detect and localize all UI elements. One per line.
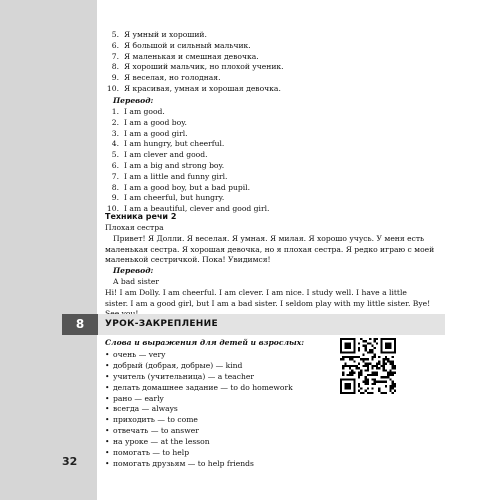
list-item-number: 1.: [111, 107, 119, 116]
vocab-item: [105, 372, 293, 383]
vocab-item: [105, 361, 293, 372]
list-item-text: Я умный и хороший.: [124, 30, 207, 39]
list-item-number: 3.: [111, 128, 119, 138]
list-item: [105, 118, 269, 129]
list-item: [105, 193, 269, 204]
list-item-number: 9.: [111, 193, 119, 203]
vocab-list: [105, 350, 293, 470]
list-item: [105, 150, 269, 161]
list-item-number: 9.: [111, 73, 119, 83]
vocab-item: [105, 404, 293, 415]
bullet-icon: •: [105, 350, 110, 359]
vocab-item: [105, 459, 293, 470]
list-item: [105, 52, 284, 63]
list-item: [105, 183, 269, 194]
bullet-icon: •: [105, 371, 110, 381]
list-item: [105, 84, 284, 95]
speech-en-title: A bad sister: [113, 277, 159, 286]
list-item-text: I am hungry, but cheerful.: [124, 139, 225, 149]
list-item: [105, 161, 269, 172]
sentence-list-russian: [105, 30, 284, 95]
list-item-number: 5.: [111, 150, 119, 160]
list-item-number: 6.: [111, 160, 119, 170]
speech-section-title: Техника речи 2: [105, 212, 177, 221]
vocab-item: [105, 383, 293, 394]
speech-ru-title: Плохая сестра: [105, 223, 164, 232]
list-item-text: I am a good girl.: [124, 128, 188, 138]
list-item: [105, 129, 269, 140]
vocab-text: помогать — to help: [113, 448, 190, 458]
list-item-text: I am a good boy, but a bad pupil.: [124, 182, 251, 192]
list-item-text: I am clever and good.: [124, 150, 208, 160]
list-item-text: I am a beautiful, clever and good girl.: [124, 204, 270, 214]
vocab-text: приходить — to come: [113, 415, 198, 425]
list-item-text: I am cheerful, but hungry.: [124, 193, 225, 203]
bullet-icon: •: [105, 382, 110, 392]
bullet-icon: •: [105, 415, 110, 425]
list-item-number: 7.: [111, 51, 119, 61]
vocab-text: всегда — always: [113, 404, 178, 414]
list-item: [105, 107, 269, 118]
list-item: [105, 73, 284, 84]
bullet-icon: •: [105, 458, 110, 468]
vocab-heading: Слова и выражения для детей и взрослых:: [105, 338, 305, 347]
translation-label: Перевод:: [113, 96, 154, 105]
list-item-number: 2.: [111, 117, 119, 127]
bullet-icon: •: [105, 437, 110, 447]
list-item: [105, 172, 269, 183]
list-item-text: I am good.: [124, 107, 165, 116]
list-item-text: Я хороший мальчик, но плохой ученик.: [124, 62, 284, 72]
speech-ru-line: Привет! Я Долли. Я веселая. Я умная. Я милая. Я хорошо учусь. У меня есть: [113, 233, 425, 243]
speech-ru-line: маленькая сестра. Я хорошая девочка, но я плохая сестра. Я редко играю с моей: [105, 244, 435, 254]
vocab-item: [105, 350, 293, 361]
lesson-title: УРОК-ЗАКРЕПЛЕНИЕ: [105, 319, 218, 329]
bullet-icon: •: [105, 448, 110, 458]
speech-ru-line: маленькой сестричкой. Пока! Увидимся!: [105, 255, 271, 265]
vocab-item: [105, 448, 293, 459]
speech-translation-label: Перевод:: [113, 266, 154, 275]
lesson-number-badge: 8: [62, 314, 98, 335]
vocab-text: делать домашнее задание — to do homework: [113, 382, 293, 392]
speech-en-line: sister. I am a good girl, but I am a bad sister. I seldom play with my little sister. Bye!: [105, 298, 431, 308]
bullet-icon: •: [105, 426, 110, 436]
vocab-text: рано — early: [113, 393, 164, 403]
list-item: [105, 41, 284, 52]
list-item-number: 10.: [106, 83, 119, 93]
list-item-number: 4.: [111, 139, 119, 149]
vocab-item: [105, 426, 293, 437]
bullet-icon: •: [105, 393, 110, 403]
speech-en-line: Hi! I am Dolly. I am cheerful. I am clever. I am nice. I study well. I have a little: [105, 287, 407, 297]
list-item-text: Я веселая, но голодная.: [124, 73, 221, 83]
vocab-text: отвечать — to answer: [113, 426, 199, 436]
bullet-icon: •: [105, 404, 110, 414]
vocab-text: на уроке — at the lesson: [113, 437, 210, 447]
list-item-number: 5.: [111, 30, 119, 39]
list-item-number: 6.: [111, 40, 119, 50]
list-item-number: 8.: [111, 62, 119, 72]
vocab-item: [105, 437, 293, 448]
list-item-text: I am a little and funny girl.: [124, 171, 228, 181]
list-item-text: Я большой и сильный мальчик.: [124, 40, 251, 50]
vocab-item: [105, 394, 293, 405]
list-item-number: 8.: [111, 182, 119, 192]
list-item-text: I am a big and strong boy.: [124, 160, 225, 170]
list-item-text: Я маленькая и смешная девочка.: [124, 51, 259, 61]
list-item: [105, 62, 284, 73]
list-item-text: Я красивая, умная и хорошая девочка.: [124, 83, 281, 93]
vocab-text: учитель (учительница) — a teacher: [113, 371, 254, 381]
vocab-item: [105, 415, 293, 426]
list-item-text: I am a good boy.: [124, 117, 187, 127]
bullet-icon: •: [105, 360, 110, 370]
list-item: [105, 139, 269, 150]
vocab-text: помогать друзьям — to help friends: [113, 458, 254, 468]
sentence-list-translation: [105, 107, 269, 215]
vocab-text: очень — very: [113, 350, 166, 359]
list-item-number: 10.: [106, 204, 119, 214]
page-number: 32: [62, 455, 78, 468]
speech-russian: [105, 223, 443, 266]
list-item: [105, 30, 284, 41]
vocab-text: добрый (добрая, добрые) — kind: [113, 360, 243, 370]
qr-code-icon: [340, 338, 396, 394]
page-sidebar: [0, 0, 97, 500]
list-item-number: 7.: [111, 171, 119, 181]
